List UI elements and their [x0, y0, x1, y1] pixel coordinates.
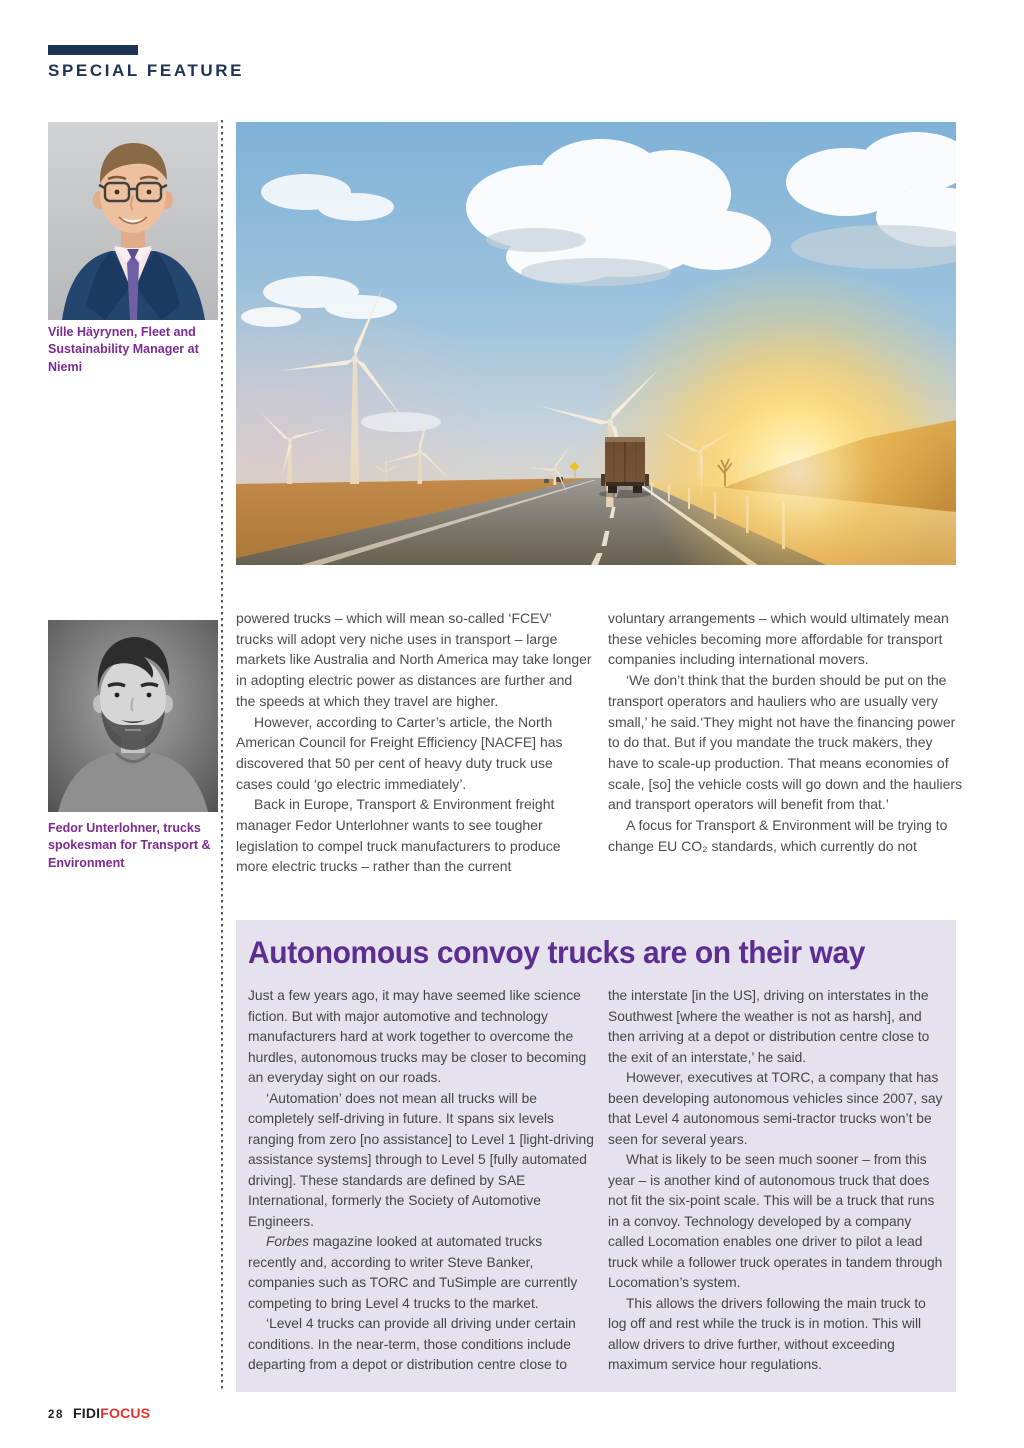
feature-paragraph-text: magazine looked at automated trucks recently and, according to writer Steve Banker, companies such as TORC and TuSimple are currently competing to bring Level 4 trucks to the market. [248, 1234, 578, 1311]
portrait-photo-fedor [48, 620, 218, 812]
portrait-ville-illustration [48, 122, 218, 320]
kicker-bar [48, 45, 138, 55]
article-paragraph: powered trucks – which will mean so-called ‘FCEV’ trucks will adopt very niche uses in transport – large markets like Australia and North America may take longer in adopting electric power as distances are further and the speeds at which they travel are higher. [236, 610, 592, 709]
feature-paragraph: ‘Automation’ does not mean all trucks will be completely self-driving in future. It spans six levels ranging from zero [no assistance] to Level 1 [light-driving assistance systems] through to Level 5 [fully automated driving]. These standards are defined by SAE International, formerly the Society of Automotive Engineers. [248, 1090, 594, 1229]
article-column-left [236, 608, 592, 877]
portrait-caption-fedor: Fedor Unterlohner, trucks spokesman for Transport & Environment [48, 821, 211, 870]
page-footer [48, 1405, 150, 1421]
article-paragraph: Back in Europe, Transport & Environment freight manager Fedor Unterlohner wants to see tougher legislation to compel truck manufacturers to produce more electric trucks – rather than the current [236, 796, 561, 875]
dotted-divider [221, 120, 223, 1392]
feature-paragraph: What is likely to be seen much sooner – from this year – is another kind of autonomous truck that does not fit the six-point scale. This will be a truck that runs in a convoy. Technology developed by a company called Locomation enables one driver to pilot a lead truck while a follower truck operates in tandem through Locomation’s system. [608, 1152, 943, 1290]
article-paragraph: voluntary arrangements – which would ultimately mean these vehicles becoming more affordable for transport companies including international movers. [608, 610, 949, 668]
hero-illustration [236, 122, 956, 565]
portrait-photo-ville [48, 122, 218, 320]
hero-image-wind-turbines-highway [236, 122, 956, 565]
feature-paragraph [248, 1232, 594, 1314]
feature-box-column-left [248, 986, 594, 1376]
feature-paragraph: However, executives at TORC, a company that has been developing autonomous vehicles since 2007, say that Level 4 autonomous semi-tractor trucks won’t be seen for several years. [608, 1070, 943, 1147]
portrait-fedor-illustration [48, 620, 218, 812]
feature-paragraph: ‘Level 4 trucks can provide all driving under certain conditions. In the near-term, those conditions include departing from a depot or distribution centre close to [248, 1316, 576, 1372]
footer-brand [73, 1405, 150, 1421]
feature-box-column-right [608, 986, 948, 1376]
article-column-right [608, 608, 964, 856]
page-number: 28 [48, 1409, 64, 1421]
page-kicker: SPECIAL FEATURE [48, 61, 245, 80]
portrait-caption-ville: Ville Häyrynen, Fleet and Sustainability Manager at Niemi [48, 325, 199, 374]
article-paragraph: A focus for Transport & Environment will be trying to change EU CO₂ standards, which currently do not [608, 817, 948, 854]
feature-paragraph: the interstate [in the US], driving on interstates in the Southwest [where the weather is not as harsh], and then arriving at a depot or distribution centre close to the exit of an interstate,’ he said. [608, 988, 930, 1065]
brand-fidi: FIDI [73, 1405, 101, 1421]
article-paragraph: ‘We don’t think that the burden should be put on the transport operators and hauliers who are usually very small,’ he said.‘They might not have the financing power to do that. But if you mandate the truck makers, they have to scale-up production. That means economies of scale, [so] the vehicle costs will go down and the hauliers and transport operators will benefit from that.’ [608, 672, 963, 813]
article-paragraph: However, according to Carter’s article, the North American Council for Freight Efficiency [NACFE] has discovered that 50 per cent of heavy duty truck use cases could ‘go electric immediately’. [236, 713, 563, 792]
forbes-italic: Forbes [266, 1234, 309, 1249]
feature-paragraph: This allows the drivers following the main truck to log off and rest while the truck is in motion. This will allow drivers to drive further, without exceeding maximum service hour regulations. [608, 1295, 926, 1372]
feature-box [236, 920, 956, 1392]
feature-paragraph: Just a few years ago, it may have seemed like science fiction. But with major automotive and technology manufacturers hard at work together to overcome the hurdles, autonomous trucks may be closer to becoming an everyday sight on our roads. [248, 988, 587, 1085]
brand-focus: FOCUS [100, 1405, 151, 1421]
feature-box-title: Autonomous convoy trucks are on their way [248, 936, 866, 971]
